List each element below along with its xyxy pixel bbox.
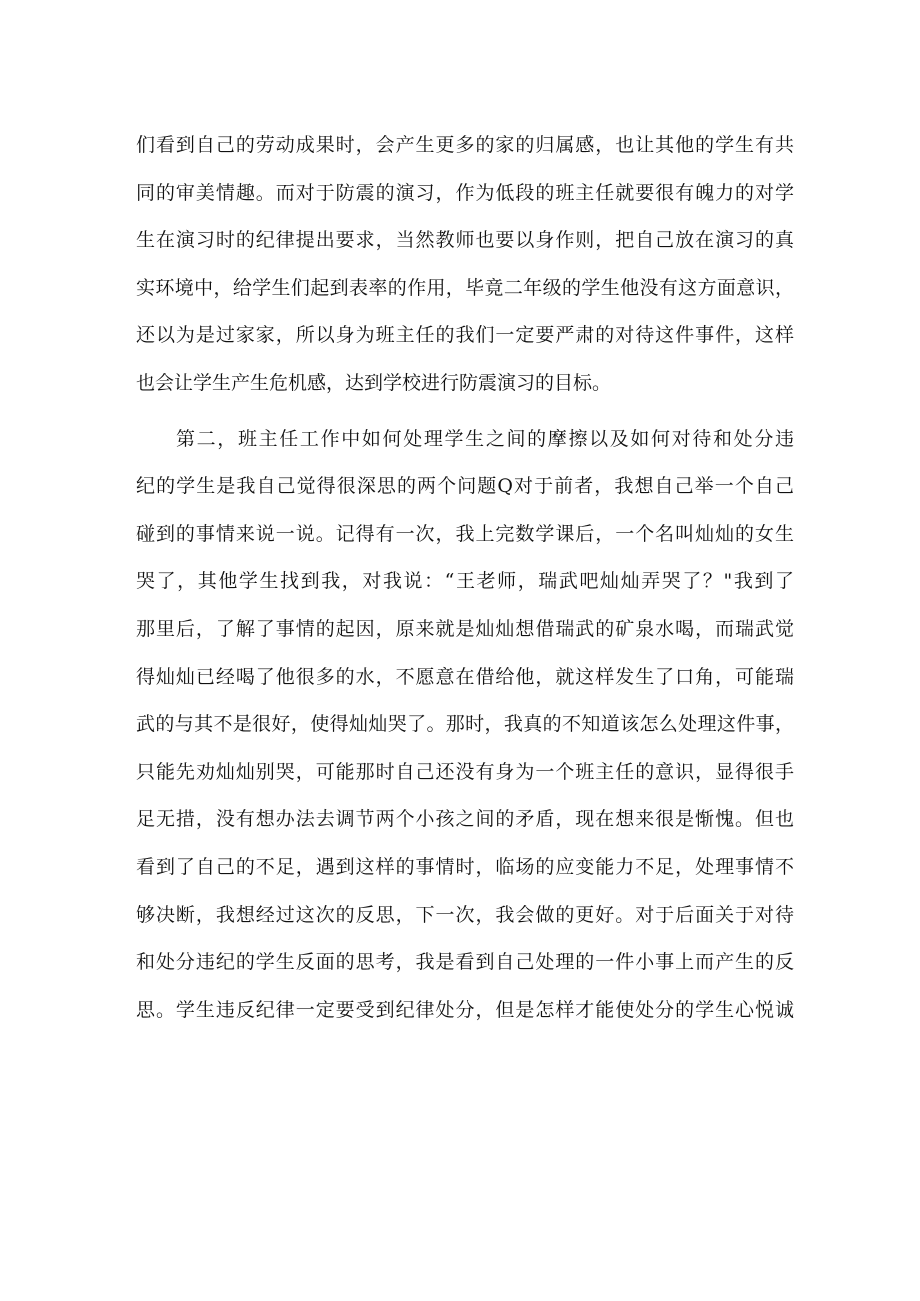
- paragraph-1: [136, 122, 794, 408]
- text-line: 纪的学生是我自己觉得很深思的两个问题Q对于前者，我想自己举一个自己: [136, 475, 794, 498]
- text-line: 看到了自己的不足，遇到这样的事情时，临场的应变能力不足，处理事情不: [136, 855, 794, 878]
- text-line: 们看到自己的劳动成果时，会产生更多的家的归属感，也让其他的学生有共: [136, 134, 794, 156]
- text-line: 足无措，没有想办法去调节两个小孩之间的矛盾，现在想来很是惭愧。但也: [136, 808, 794, 831]
- paragraph-2: [136, 416, 794, 1035]
- text-line: 第二，班主任工作中如何处理学生之间的摩擦以及如何对待和处分违: [176, 427, 794, 450]
- text-line: 和处分违纪的学生反面的思考，我是看到自己处理的一件小事上而产生的反: [136, 951, 794, 974]
- text-line: 生在演习时的纪律提出要求，当然教师也要以身作则，把自己放在演习的真: [136, 229, 794, 252]
- text-line: 哭了，其他学生找到我，对我说：“王老师，瑞武吧灿灿弄哭了？"我到了: [136, 570, 794, 593]
- text-line: 实环境中，给学生们起到表率的作用，毕竟二年级的学生他没有这方面意识，: [136, 276, 794, 299]
- text-line: 同的审美情趣。而对于防震的演习，作为低段的班主任就要很有魄力的对学: [136, 181, 794, 204]
- text-line: 思。学生违反纪律一定要受到纪律处分，但是怎样才能使处分的学生心悦诚: [136, 998, 794, 1021]
- text-line: 得灿灿已经喝了他很多的水，不愿意在借给他，就这样发生了口角，可能瑞: [136, 665, 794, 688]
- text-line: 也会让学生产生危机感，达到学校进行防震演习的目标。: [136, 371, 612, 394]
- body-text: [136, 122, 794, 1034]
- text-line: 武的与其不是很好，使得灿灿哭了。那时，我真的不知道该怎么处理这件事，: [136, 713, 794, 736]
- text-line: 那里后，了解了事情的起因，原来就是灿灿想借瑞武的矿泉水喝，而瑞武觉: [136, 617, 794, 640]
- text-line: 够决断，我想经过这次的反思，下一次，我会做的更好。对于后面关于对待: [136, 903, 794, 926]
- text-line: 只能先劝灿灿别哭，可能那时自己还没有身为一个班主任的意识，显得很手: [136, 760, 794, 783]
- text-line: 还以为是过家家，所以身为班主任的我们一定要严肃的对待这件事件，这样: [136, 324, 794, 347]
- text-line: 碰到的事情来说一说。记得有一次，我上完数学课后，一个名叫灿灿的女生: [136, 522, 794, 545]
